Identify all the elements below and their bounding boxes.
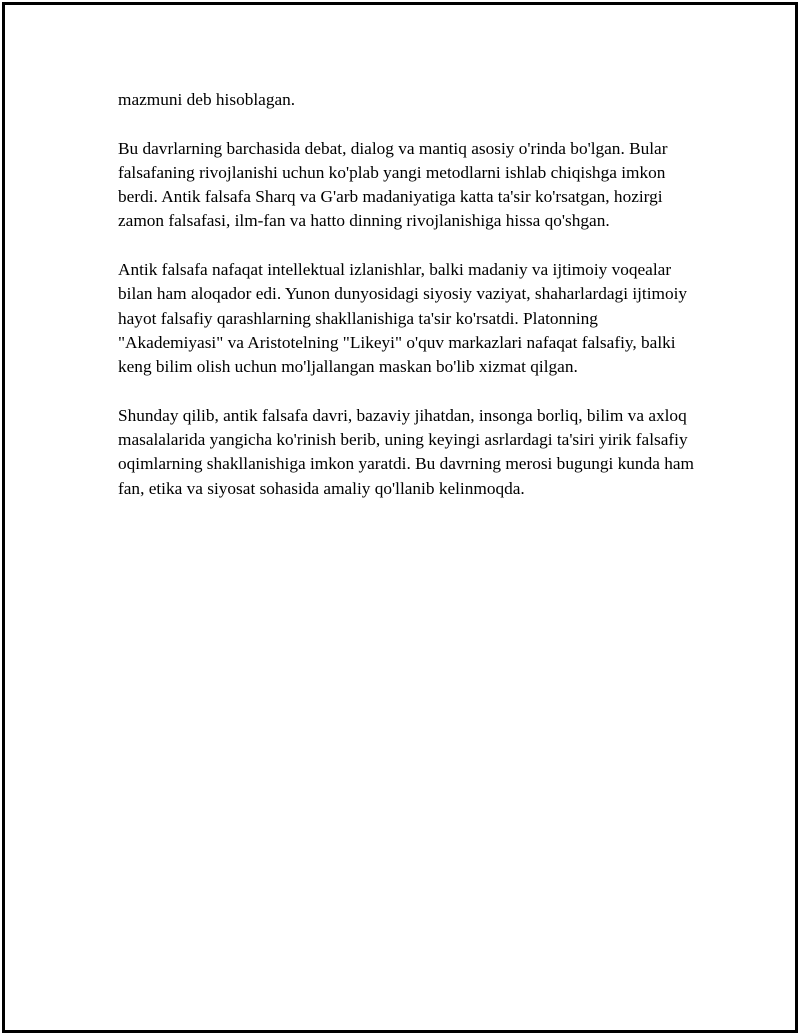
document-body — [118, 88, 698, 525]
paragraph-1: mazmuni deb hisoblagan. — [118, 90, 296, 109]
paragraph-2: Bu davrlarning barchasida debat, dialog va mantiq asosiy o'rinda bo'lgan. Bular falsafaning rivojlanishi uchun ko'plab yangi metodlarni ishlab chiqishga imkon berdi. Antik falsafa Sharq va G'arb madaniyatiga katta ta'sir ko'rsatgan, hozirgi zamon falsafasi, ilm-fan va hatto dinning rivojlanishiga hissa qo'shgan. — [118, 138, 668, 231]
paragraph-4: Shunday qilib, antik falsafa davri, bazaviy jihatdan, insonga borliq, bilim va axloq masalalarida yangicha ko'rinish berib, uning keyingi asrlardagi ta'siri yirik falsafiy oqimlarning shakllanishiga imkon yaratdi. Bu davrning merosi bugungi kunda ham fan, etika va siyosat sohasida amaliy qo'llanib kelinmoqda. — [118, 405, 694, 498]
paragraph-3: Antik falsafa nafaqat intellektual izlanishlar, balki madaniy va ijtimoiy voqealar bilan ham aloqador edi. Yunon dunyosidagi siyosiy vaziyat, shaharlardagi ijtimoiy hayot falsafiy qarashlarning shakllanishiga ta'sir ko'rsatdi. Platonning "Akademiyasi" va Aristotelning "Likeyi" o'quv markazlari nafaqat falsafiy, balki keng bilim olish uchun mo'ljallangan maskan bo'lib xizmat qilgan. — [118, 260, 688, 377]
